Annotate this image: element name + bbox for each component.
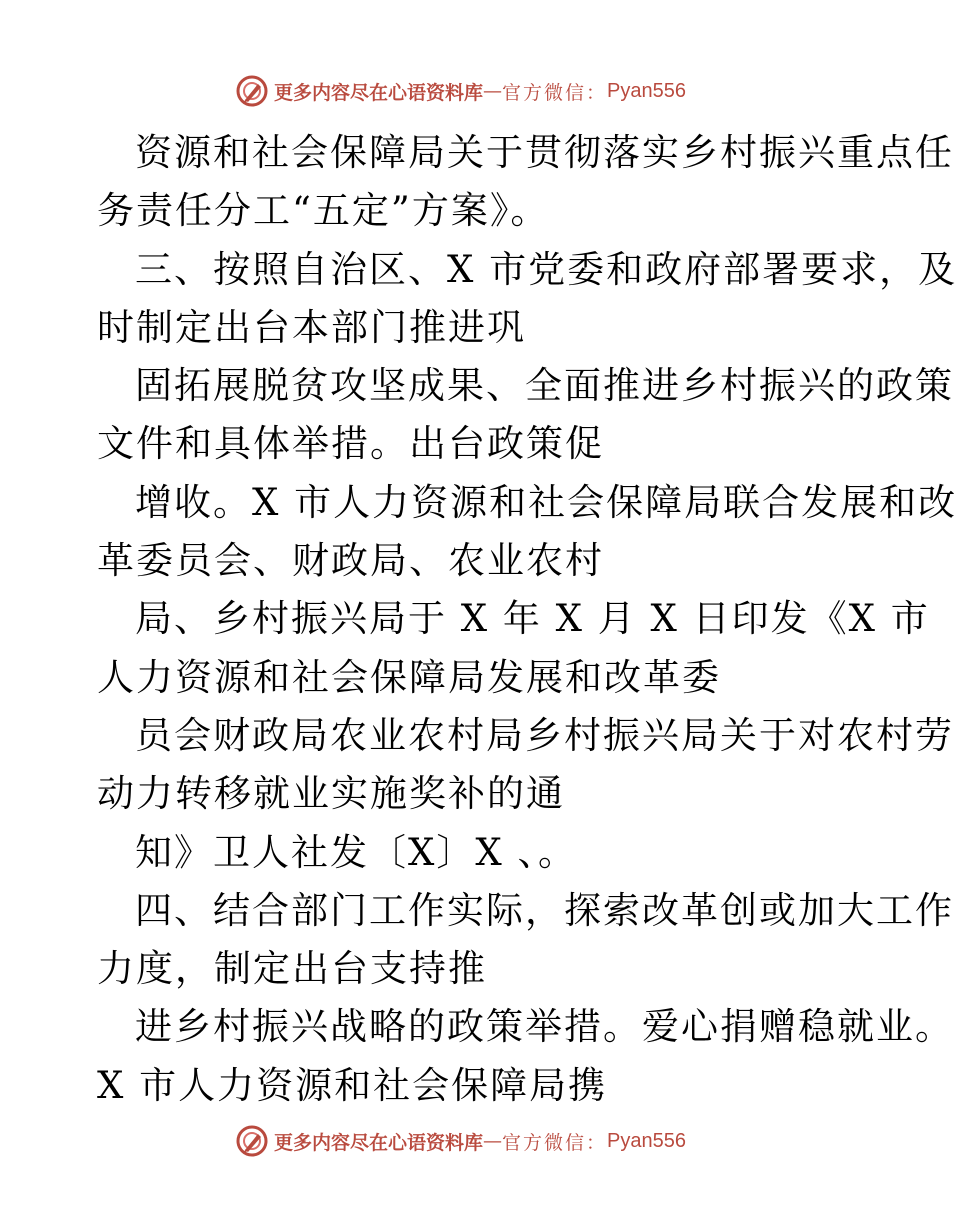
header-watermark	[236, 74, 686, 108]
text-line: 人力资源和社会保障局发展和改革委	[97, 655, 721, 699]
text-line: 动力转移就业实施奖补的通	[97, 772, 565, 816]
quill-logo-icon	[236, 1125, 268, 1157]
text-line: 员会财政局农业农村局乡村振兴局关于对农村劳	[135, 713, 954, 757]
text-line: 革委员会、财政局、农业农村	[97, 539, 604, 583]
watermark-official-label: 官方微信：	[502, 1131, 608, 1154]
watermark-official-label: 官方微信：	[502, 81, 608, 104]
text-line: 力度，制定出台支持推	[97, 947, 487, 991]
watermark-separator: —	[483, 80, 503, 102]
text-line: 固拓展脱贫攻坚成果、全面推进乡村振兴的政策	[135, 364, 954, 408]
text-line: 四、结合部门工作实际，探索改革创或加大工作	[135, 888, 954, 932]
text-line: 时制定出台本部门推进巩	[97, 305, 526, 349]
footer-watermark	[236, 1124, 686, 1158]
text-line: 进乡村振兴战略的政策举措。爱心捐赠稳就业。	[135, 1005, 954, 1049]
quill-logo-icon	[236, 75, 268, 107]
text-line: 三、按照自治区、X 市党委和政府部署要求，及	[135, 247, 957, 291]
document-body	[97, 124, 957, 1115]
watermark-wechat-id: Pyan556	[607, 1129, 686, 1152]
text-line: X 市人力资源和社会保障局携	[97, 1063, 608, 1107]
watermark-separator: —	[483, 1130, 503, 1152]
text-line: 知》卫人社发〔X〕X 、。	[135, 830, 577, 874]
watermark-brand: 更多内容尽在心语资料库	[274, 81, 484, 104]
watermark-brand: 更多内容尽在心语资料库	[274, 1131, 484, 1154]
text-line: 增收。X 市人力资源和社会保障局联合发展和改	[135, 480, 957, 524]
watermark-wechat-id: Pyan556	[607, 79, 686, 102]
text-line: 资源和社会保障局关于贯彻落实乡村振兴重点任	[135, 131, 954, 174]
text-line: 文件和具体举措。出台政策促	[97, 422, 604, 466]
text-line: 局、乡村振兴局于 X 年 X 月 X 日印发《X 市	[135, 597, 930, 641]
text-line: 务责任分工“五定”方案》。	[97, 189, 550, 233]
